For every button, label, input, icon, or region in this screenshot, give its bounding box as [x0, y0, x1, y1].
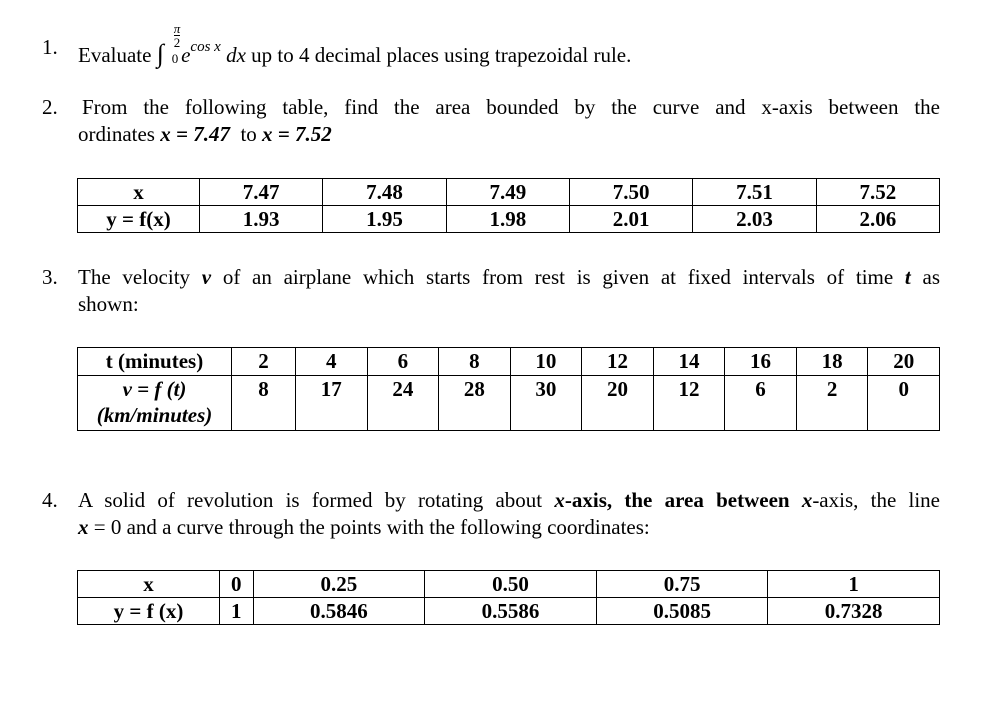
question-number: 4. — [42, 488, 58, 512]
data-table-q3 — [77, 347, 940, 431]
question-text: From the following table, find the area bounded by the curve and x-axis between the — [82, 95, 940, 119]
question-1 — [42, 21, 940, 69]
question-number: 3. — [42, 265, 58, 289]
integral-sign-icon: ∫ — [156, 39, 164, 68]
question-text: Evaluate ∫ π 2 0 $e^{cos x}$ dx up to 4 decimal places using trapezoidal rule. — [78, 21, 632, 68]
table-row: v = f (t) (km/minutes) 8 17 24 28 30 20 12 6 2 0 — [78, 376, 940, 431]
question-text: A solid of revolution is formed by rotating about x-axis, the area between x-axis, the line x = 0 and a curve through the points with the following coordinates: — [78, 488, 940, 539]
data-table-q4 — [77, 570, 940, 625]
question-text: The velocity v of an airplane which starts from rest is given at fixed intervals of time t as shown: — [78, 265, 940, 316]
question-3 — [42, 264, 940, 318]
table-row: t (minutes) 2 4 6 8 10 12 14 16 18 20 — [78, 348, 940, 376]
data-table-q2 — [77, 178, 940, 233]
table-row: x 0 0.25 0.50 0.75 1 — [78, 571, 940, 598]
question-number: 2. — [42, 95, 58, 119]
question-2: 2. From the following table, find the area bounded by the curve and x-axis between the ordinates x = 7.47 to x = 7.52 — [42, 95, 940, 146]
question-number: 1. — [42, 35, 58, 59]
table-row: y = f(x) 1.93 1.95 1.98 2.01 2.03 2.06 — [78, 206, 940, 233]
question-4 — [42, 487, 940, 541]
table-row: y = f (x) 1 0.5846 0.5586 0.5085 0.7328 — [78, 598, 940, 625]
integral-expression: ∫ π 2 0 — [156, 21, 181, 68]
table-row: x 7.47 7.48 7.49 7.50 7.51 7.52 — [78, 179, 940, 206]
